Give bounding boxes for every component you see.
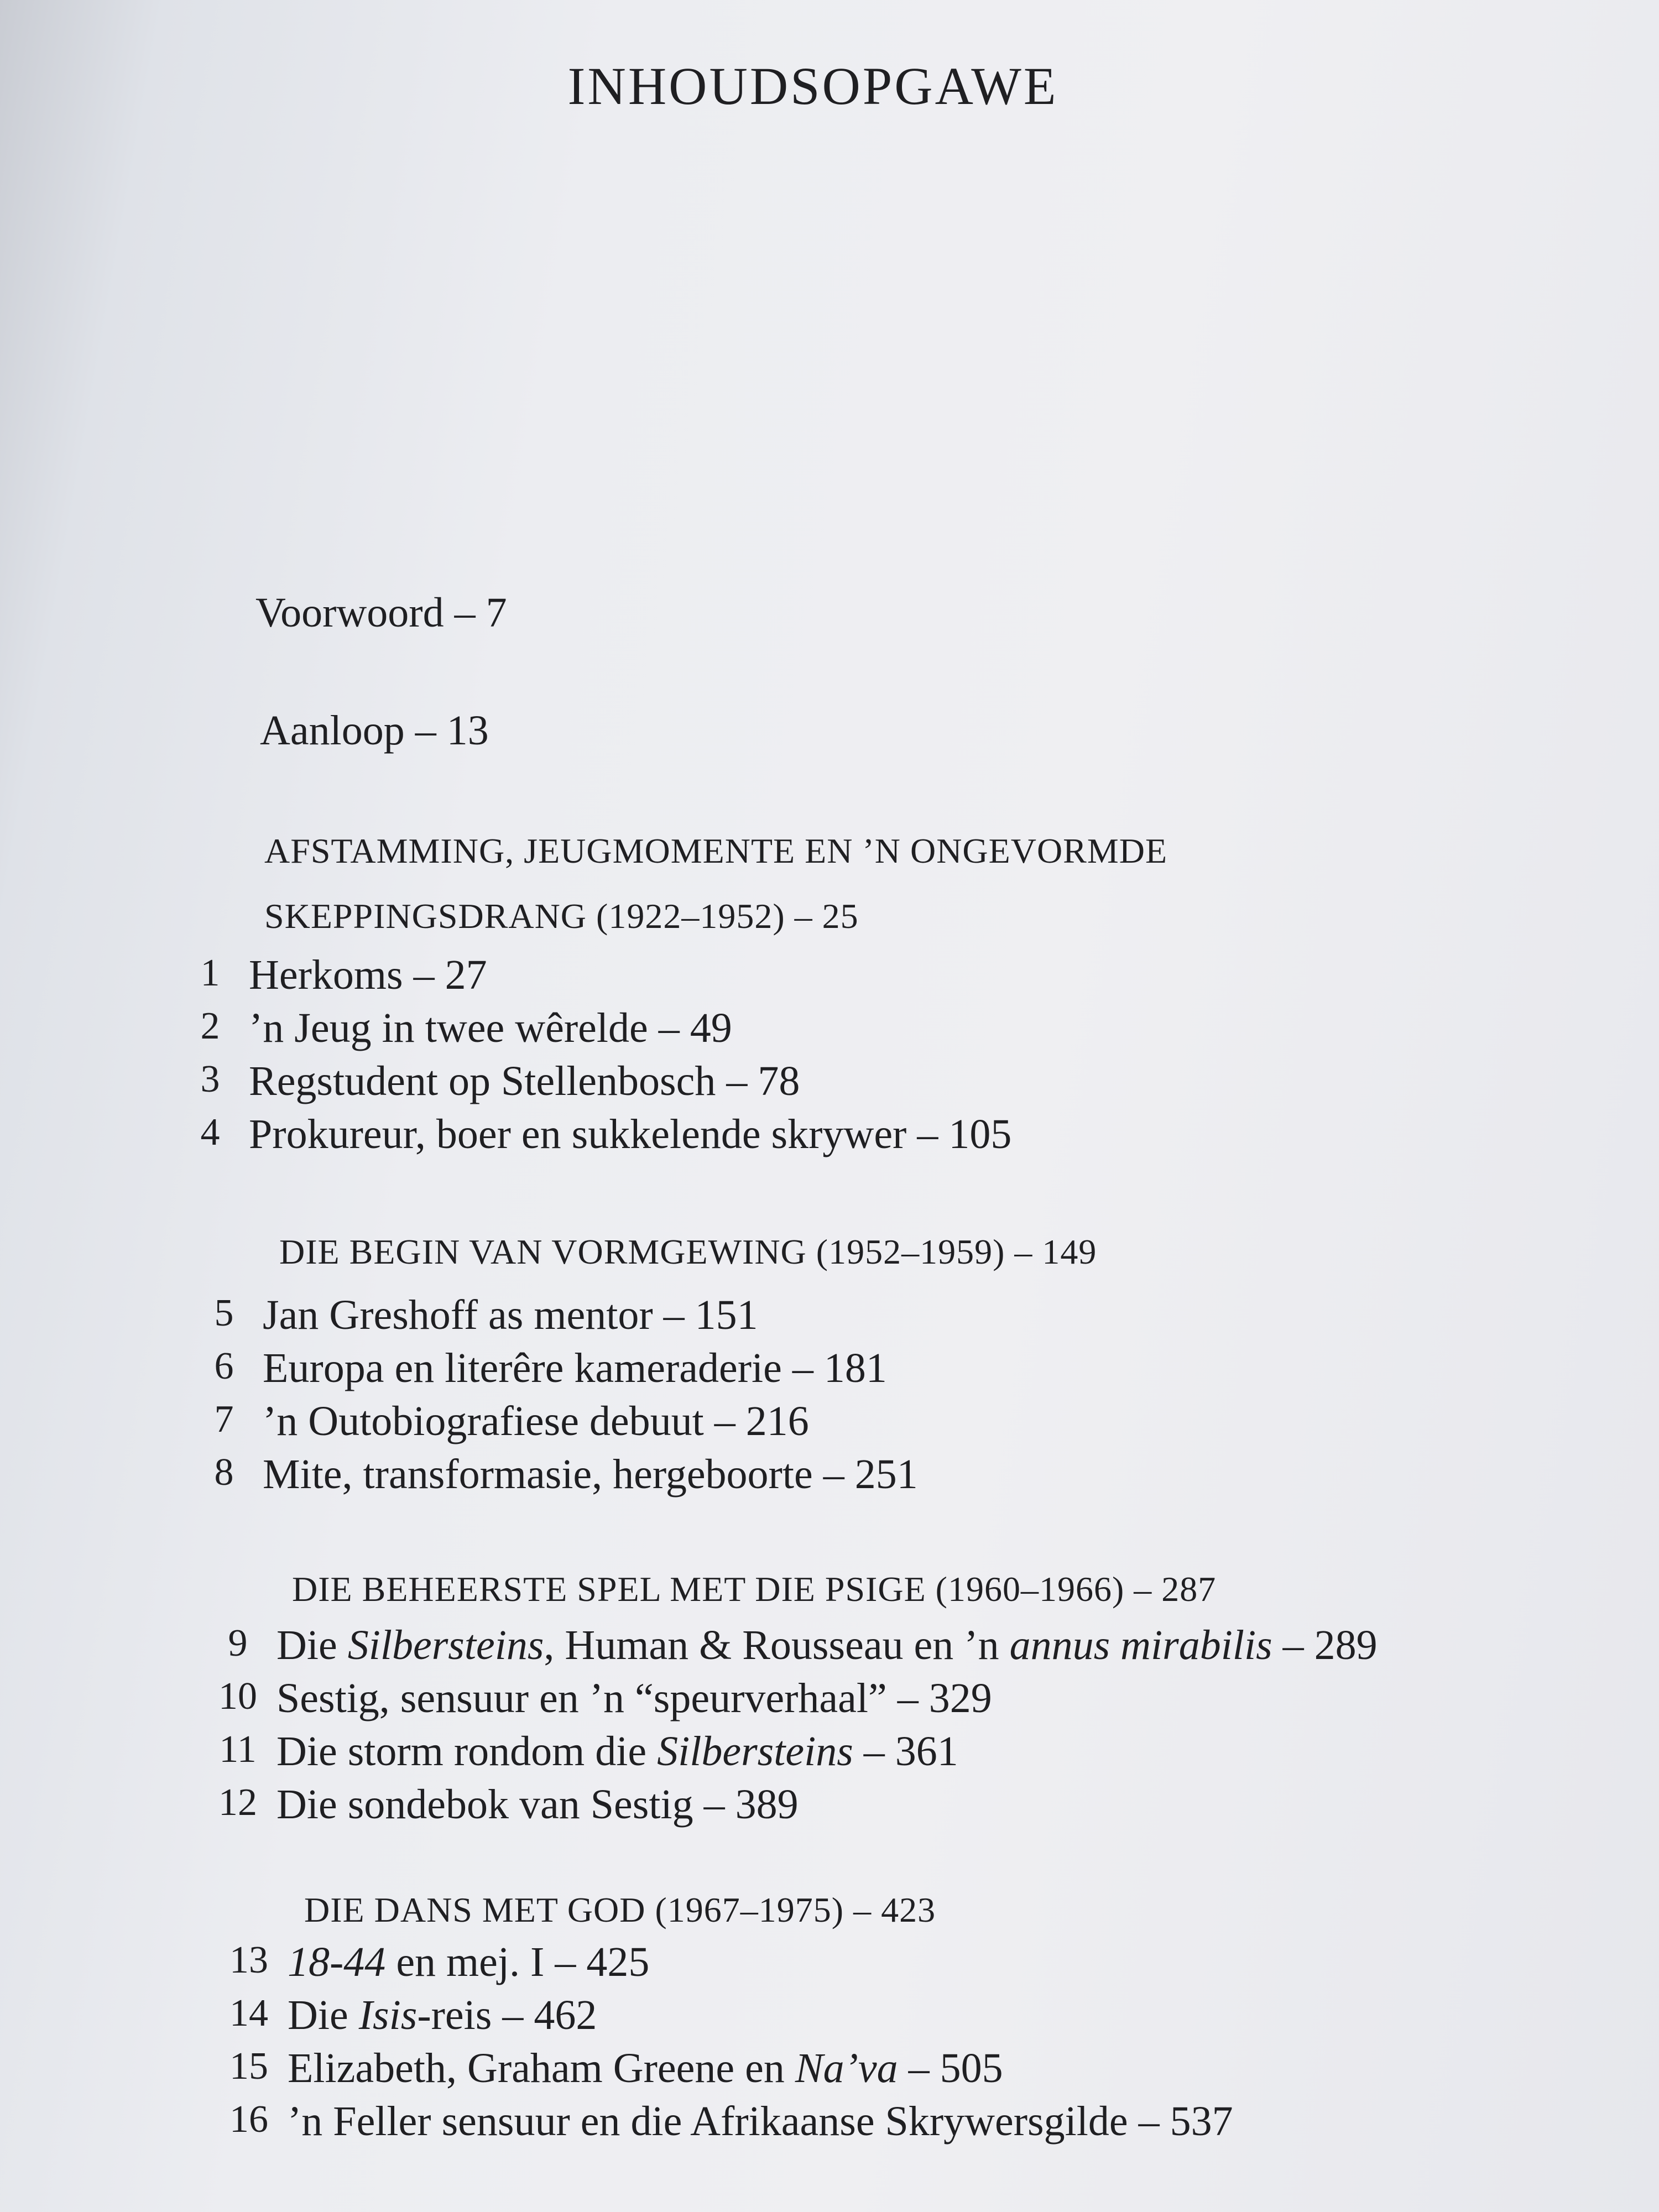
part-heading-line: AFSTAMMING, JEUGMOMENTE EN ’N ONGEVORMDE — [264, 831, 1168, 870]
chapter-number: 10 — [218, 1675, 257, 1718]
separator: – — [404, 707, 447, 754]
chapter-title: Jan Greshoff as mentor – 151 — [263, 1292, 758, 1338]
chapter-number: 5 — [214, 1292, 234, 1334]
chapter-number: 12 — [218, 1781, 257, 1824]
chapter-title: ’n Outobiografiese debuut – 216 — [263, 1398, 809, 1444]
chapter-number: 1 — [200, 952, 220, 994]
chapter-number: 11 — [219, 1728, 257, 1771]
chapter-title: Die Isis-reis – 462 — [288, 1992, 597, 2038]
chapter-number: 8 — [214, 1451, 234, 1494]
front-matter-page: 13 — [446, 707, 489, 754]
part-heading-1 — [264, 818, 1167, 949]
chapter-title: Europa en literêre kameraderie – 181 — [263, 1345, 887, 1391]
front-matter-aanloop — [260, 707, 489, 755]
chapter-title: Mite, transformasie, hergeboorte – 251 — [263, 1451, 918, 1498]
part-heading-line: SKEPPINGSDRANG (1922–1952) – 25 — [264, 896, 859, 936]
chapter-title: Die sondebok van Sestig – 389 — [276, 1781, 799, 1828]
chapter-number: 14 — [229, 1992, 268, 2034]
front-matter-voorwoord — [255, 589, 507, 637]
chapter-number: 4 — [200, 1111, 220, 1154]
separator: – — [444, 589, 486, 636]
chapter-title: 18-44 en mej. I – 425 — [288, 1939, 650, 1985]
chapter-title: Herkoms – 27 — [249, 952, 487, 998]
chapter-title: Die Silbersteins, Human & Rousseau en ’n annus mirabilis – 289 — [276, 1622, 1378, 1668]
part-heading-line: DIE DANS MET GOD (1967–1975) – 423 — [304, 1890, 936, 1929]
front-matter-label: Aanloop — [260, 707, 405, 754]
chapter-title: ’n Jeug in twee wêrelde – 49 — [249, 1005, 732, 1051]
chapter-title: Prokureur, boer en sukkelende skrywer – 105 — [249, 1111, 1012, 1157]
part-heading-4 — [304, 1877, 936, 1943]
chapter-number: 13 — [229, 1939, 268, 1981]
chapter-number: 2 — [200, 1005, 220, 1047]
page-title: INHOUDSOPGAWE — [567, 56, 1058, 116]
chapter-number: 9 — [228, 1622, 248, 1665]
chapter-title: Elizabeth, Graham Greene en Na’va – 505 — [288, 2045, 1003, 2091]
chapter-title: Sestig, sensuur en ’n “speurverhaal” – 329 — [276, 1675, 992, 1721]
chapter-number: 3 — [200, 1058, 220, 1100]
chapter-number: 6 — [214, 1345, 234, 1387]
chapter-number: 7 — [214, 1398, 234, 1441]
part-heading-3 — [292, 1557, 1216, 1622]
part-heading-line: DIE BEGIN VAN VORMGEWING (1952–1959) – 149 — [279, 1232, 1097, 1271]
chapter-number: 16 — [229, 2098, 268, 2141]
chapter-title: Regstudent op Stellenbosch – 78 — [249, 1058, 800, 1104]
chapter-title: Die storm rondom die Silbersteins – 361 — [276, 1728, 958, 1775]
chapter-title: ’n Feller sensuur en die Afrikaanse Skrywersgilde – 537 — [288, 2098, 1233, 2145]
front-matter-page: 7 — [486, 589, 507, 636]
part-heading-2 — [279, 1219, 1097, 1285]
chapter-number: 15 — [229, 2045, 268, 2088]
part-heading-line: DIE BEHEERSTE SPEL MET DIE PSIGE (1960–1966) – 287 — [292, 1569, 1217, 1609]
front-matter-label: Voorwoord — [255, 589, 444, 636]
